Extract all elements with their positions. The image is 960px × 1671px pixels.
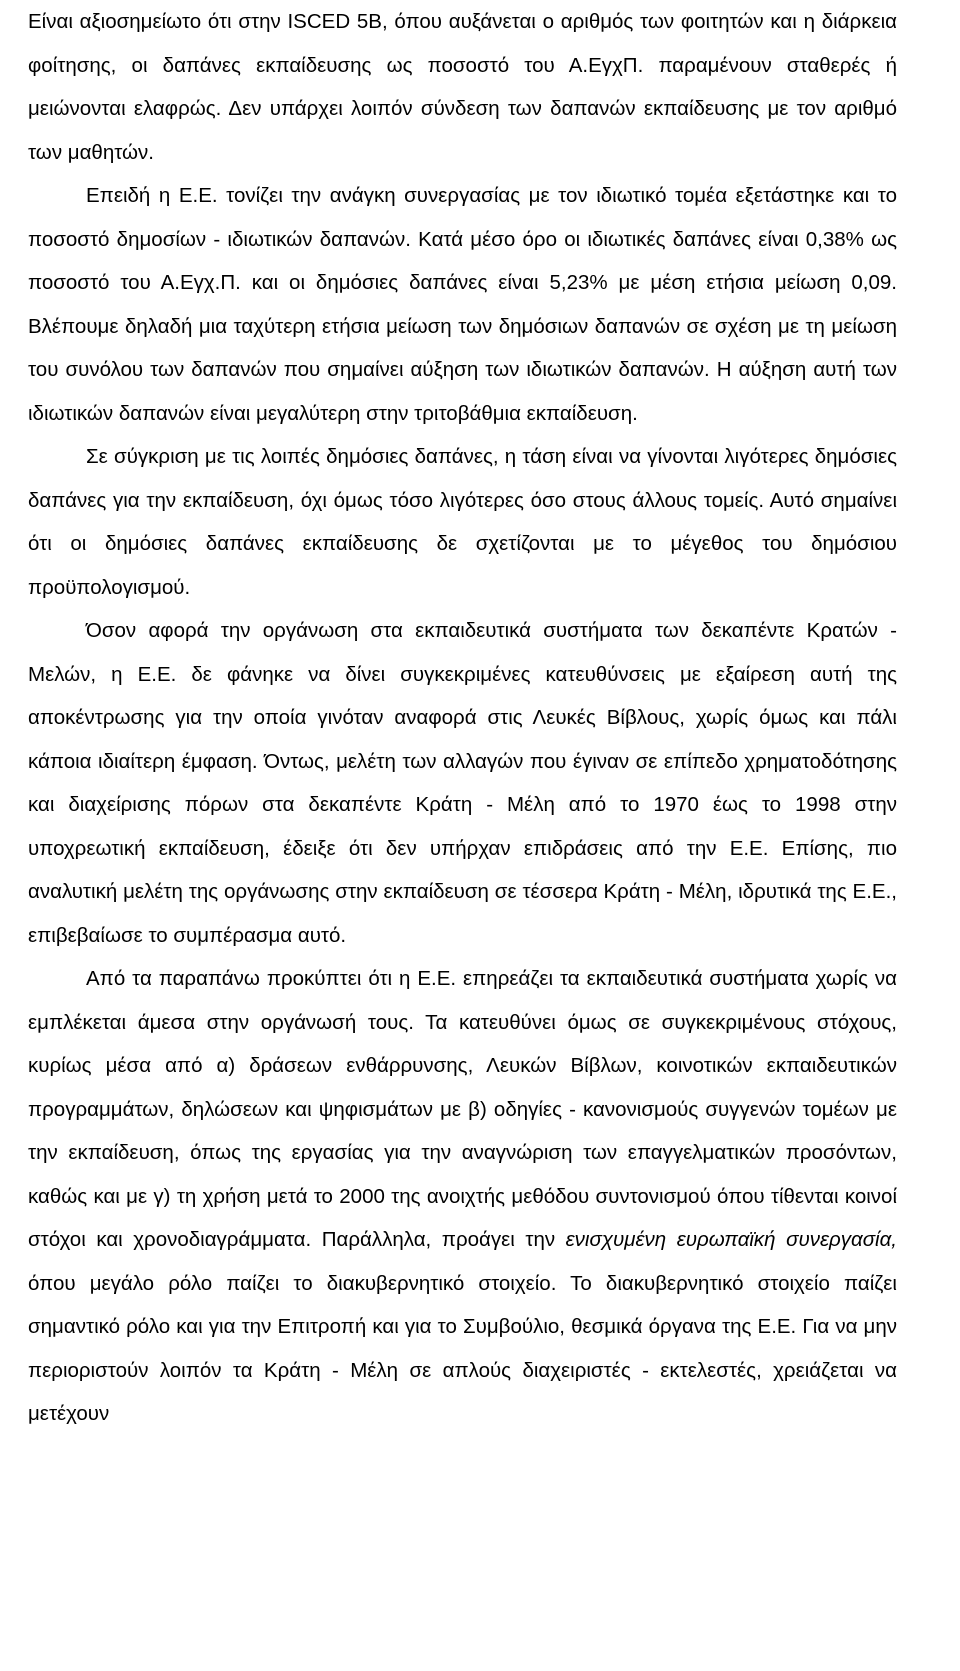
paragraph-2: [28, 174, 897, 435]
paragraph-4-text: Όσον αφορά την οργάνωση στα εκπαιδευτικά συστήματα των δεκαπέντε Κρατών - Μελών, η Ε.Ε. δε φάνηκε να δίνει συγκεκριμένες κατευθύνσεις με εξαίρεση αυτή της αποκέντρωσης για την οποία γινόταν αναφορά στις Λευκές Βίβλους, χωρίς όμως και πάλι κάποια ιδιαίτερη έμφαση. Όντως, μελέτη των αλλαγών που έγιναν σε επίπεδο χρηματοδότησης και διαχείρισης πόρων στα δεκαπέντε Κράτη - Μέλη από το 1970 έως το 1998 στην υποχρεωτική εκπαίδευση, έδειξε ότι δεν υπήρχαν επιδράσεις από την Ε.Ε. Επίσης, πιο αναλυτική μελέτη της οργάνωσης στην εκπαίδευση σε τέσσερα Κράτη - Μέλη, ιδρυτικά της Ε.Ε., επιβεβαίωσε το συμπέρασμα αυτό.: [28, 619, 897, 947]
paragraph-1-text: Είναι αξιοσημείωτο ότι στην ISCED 5B, όπου αυξάνεται ο αριθμός των φοιτητών και η διάρκεια φοίτησης, οι δαπάνες εκπαίδευσης ως ποσοστό του Α.ΕγχΠ. παραμένουν σταθερές ή μειώνονται ελαφρώς. Δεν υπάρχει λοιπόν σύνδεση των δαπανών εκπαίδευσης με τον αριθμό των μαθητών.: [28, 10, 897, 164]
paragraph-5: [28, 957, 897, 1436]
paragraph-2-text: Επειδή η Ε.Ε. τονίζει την ανάγκη συνεργασίας με τον ιδιωτικό τομέα εξετάστηκε και το ποσοστό δημοσίων - ιδιωτικών δαπανών. Κατά μέσο όρο οι ιδιωτικές δαπάνες είναι 0,38% ως ποσοστό του Α.Εγχ.Π. και οι δημόσιες δαπάνες είναι 5,23% με μέση ετήσια μείωση 0,09. Βλέπουμε δηλαδή μια ταχύτερη ετήσια μείωση των δημόσιων δαπανών σε σχέση με τη μείωση του συνόλου των δαπανών που σημαίνει αύξηση των ιδιωτικών δαπανών. Η αύξηση αυτή των ιδιωτικών δαπανών είναι μεγαλύτερη στην τριτοβάθμια εκπαίδευση.: [28, 184, 897, 425]
paragraph-5-text-b: όπου μεγάλο ρόλο παίζει το διακυβερνητικό στοιχείο. Το διακυβερνητικό στοιχείο παίζει σημαντικό ρόλο και για την Επιτροπή και για το Συμβούλιο, θεσμικά όργανα της Ε.Ε. Για να μην περιοριστούν λοιπόν τα Κράτη - Μέλη σε απλούς διαχειριστές - εκτελεστές, χρειάζεται να μετέχουν: [28, 1271, 897, 1425]
paragraph-1: [28, 0, 897, 174]
paragraph-5-text-a: Από τα παραπάνω προκύπτει ότι η Ε.Ε. επηρεάζει τα εκπαιδευτικά συστήματα χωρίς να εμπλέκεται άμεσα στην οργάνωσή τους. Τα κατευθύνει όμως σε συγκεκριμένους στόχους, κυρίως μέσα από α) δράσεων ενθάρρυνσης, Λευκών Βίβλων, κοινοτικών εκπαιδευτικών προγραμμάτων, δηλώσεων και ψηφισμάτων με β) οδηγίες - κανονισμούς συγγενών τομέων με την εκπαίδευση, όπως της εργασίας για την αναγνώριση των επαγγελματικών προσόντων, καθώς και με γ) τη χρήση μετά το 2000 της ανοιχτής μεθόδου συντονισμού όπου τίθενται κοινοί στόχοι και χρονοδιαγράμματα. Παράλληλα, προάγει την: [28, 967, 897, 1251]
paragraph-3-text: Σε σύγκριση με τις λοιπές δημόσιες δαπάνες, η τάση είναι να γίνονται λιγότερες δημόσιες δαπάνες για την εκπαίδευση, όχι όμως τόσο λιγότερες όσο στους άλλους τομείς. Αυτό σημαίνει ότι οι δημόσιες δαπάνες εκπαίδευσης δε σχετίζονται με το μέγεθος του δημόσιου προϋπολογισμού.: [28, 445, 897, 599]
document-page: [28, 0, 897, 1436]
paragraph-3: [28, 435, 897, 609]
paragraph-4: [28, 609, 897, 957]
paragraph-5-italic-phrase: ενισχυμένη ευρωπαϊκή συνεργασία,: [565, 1228, 897, 1251]
